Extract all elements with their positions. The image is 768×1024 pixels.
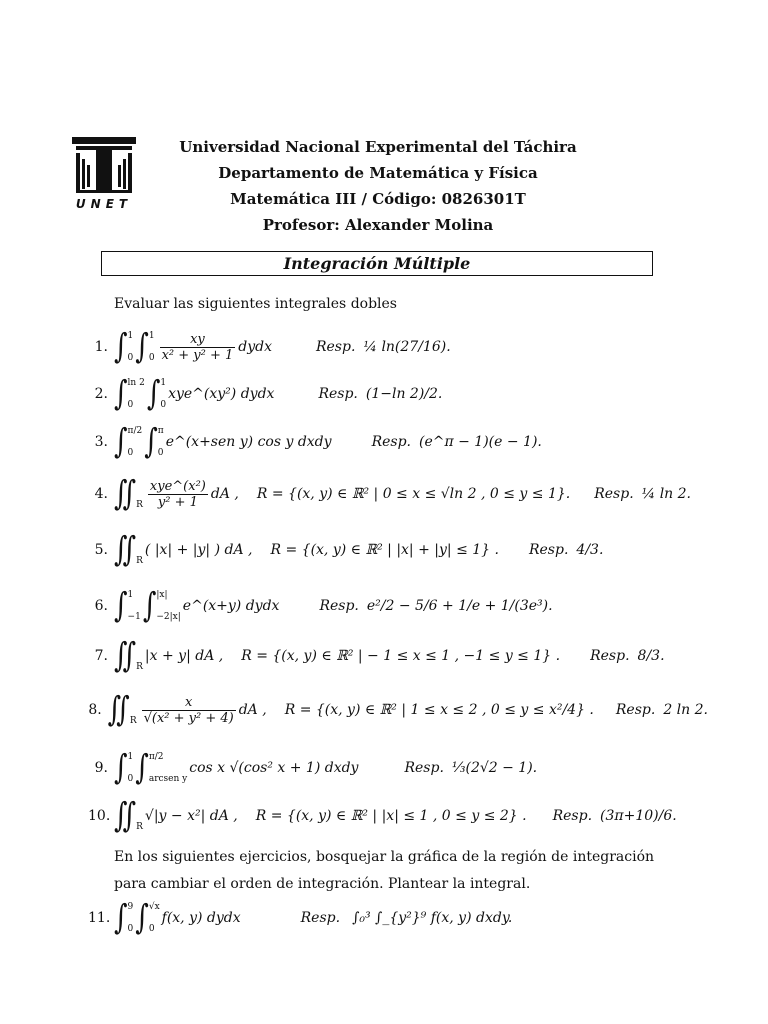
integrand-tail: dA , — [238, 702, 267, 718]
integral-limits: 1 0 — [127, 751, 134, 784]
answer: (e^π − 1)(e − 1). — [419, 434, 542, 450]
answer: ∫₀³ ∫_{y²}⁹ f(x, y) dxdy. — [352, 910, 513, 926]
integral-sign: ∫ — [114, 586, 128, 626]
exercise-4 — [88, 474, 708, 514]
integral-limits: √x 0 — [148, 901, 160, 934]
instruction-text: En los siguientes ejercicios, bosquejar la gráfica de la región de integración para cambiar el orden de integración. Plantear la integral. — [114, 849, 655, 892]
resp-label: Resp. — [552, 808, 593, 824]
integral-sign: ∫ — [142, 586, 157, 626]
course-name: Matemática III / Código: 0826301T — [230, 190, 526, 208]
integral-limits: |x| −2|x| — [156, 589, 181, 622]
exercise-number: 8. — [88, 702, 102, 718]
resp-label: Resp. — [319, 598, 359, 614]
integrand: e^(x+y) dydx — [182, 598, 280, 614]
double-integral-sign: ∬ — [114, 530, 137, 570]
integral-limits: 9 0 — [127, 901, 134, 934]
double-integral-sign: ∬ — [114, 636, 137, 676]
answer: (3π+10)/6. — [600, 808, 677, 824]
exercise-number: 2. — [94, 386, 108, 402]
integrand: |x + y| dA , — [144, 648, 224, 664]
region-definition: R = {(x, y) ∈ ℝ² | 1 ≤ x ≤ 2 , 0 ≤ y ≤ x²/4} . — [284, 702, 594, 718]
resp-label: Resp. — [528, 542, 569, 558]
region-definition: R = {(x, y) ∈ ℝ² | − 1 ≤ x ≤ 1 , −1 ≤ y ≤ 1} . — [241, 648, 561, 664]
exercise-10 — [88, 796, 708, 836]
department-name: Departamento de Matemática y Física — [218, 164, 538, 182]
integration-region: R — [136, 821, 143, 832]
double-integral-sign: ∬ — [107, 690, 130, 730]
exercise-number: 1. — [94, 339, 108, 355]
integral-limits: ln 2 0 — [127, 377, 145, 410]
exercise-number: 4. — [94, 486, 108, 502]
integral-sign: ∫ — [146, 374, 161, 414]
integral-limits: 1 0 — [127, 330, 134, 363]
exercise-number: 11. — [88, 910, 111, 926]
exercise-number: 5. — [94, 542, 108, 558]
resp-label: Resp. — [300, 910, 341, 926]
exercise-2 — [88, 374, 708, 414]
resp-label: Resp. — [318, 386, 358, 402]
exercise-11 — [88, 898, 708, 938]
integrand-fraction: $\frac{xy}{\text{x² + y² + 1}}$ — [161, 331, 234, 363]
answer: e²/2 − 5/6 + 1/e + 1/(3e³). — [366, 598, 553, 614]
exercise-3 — [88, 422, 708, 462]
integral-sign: ∫ — [114, 898, 128, 938]
university-name: Universidad Nacional Experimental del Táchira — [179, 138, 577, 156]
resp-label: Resp. — [404, 760, 444, 776]
exercise-8 — [88, 690, 708, 730]
integration-region: R — [136, 661, 143, 672]
integrand-fraction: $\frac{x}{\text{√(x² + y² + 4)}}$ — [143, 694, 234, 726]
integrand: xye^(xy²) dydx — [168, 386, 275, 402]
integrand-tail: dA , — [210, 486, 239, 502]
integral-sign: ∫ — [114, 422, 128, 462]
answer: ¼ ln(27/16). — [363, 339, 451, 355]
unet-logo-text: UNET — [75, 197, 133, 211]
answer: 2 ln 2. — [663, 702, 708, 718]
exercise-number: 3. — [94, 434, 108, 450]
integral-limits: 1 0 — [160, 377, 167, 410]
integral-limits: π 0 — [157, 425, 164, 458]
integral-sign: ∫ — [135, 748, 149, 788]
document-title: Integración Múltiple — [101, 251, 653, 276]
answer: 8/3. — [637, 648, 665, 664]
answer: ¼ ln 2. — [641, 486, 691, 502]
resp-label: Resp. — [315, 339, 356, 355]
region-definition: R = {(x, y) ∈ ℝ² | |x| + |y| ≤ 1} . — [270, 542, 499, 558]
integrand-fraction: $\frac{\text{xye\textasciicircum{}(x²)}}{\text{y² + 1}}$ — [149, 478, 206, 510]
exercise-number: 9. — [94, 760, 108, 776]
integrand: ( |x| + |y| ) dA , — [144, 542, 253, 558]
resp-label: Resp. — [615, 702, 656, 718]
exercise-number: 10. — [88, 808, 111, 824]
resp-label: Resp. — [590, 648, 630, 664]
integration-region: R — [136, 499, 143, 510]
integrand-tail: dydx — [238, 339, 272, 355]
intro-text: Evaluar las siguientes integrales dobles — [114, 296, 397, 312]
integration-region: R — [129, 715, 137, 726]
exercise-6 — [88, 586, 708, 626]
integrand: √|y − x²| dA , — [144, 808, 238, 824]
exercise-5 — [88, 530, 708, 570]
integrand: cos x √(cos² x + 1) dxdy — [189, 760, 359, 776]
answer: 4/3. — [576, 542, 604, 558]
integral-limits: π/2 0 — [127, 425, 143, 458]
exercise-9 — [88, 748, 708, 788]
double-integral-sign: ∬ — [114, 796, 137, 836]
exercise-7 — [88, 636, 708, 676]
integral-sign: ∫ — [114, 374, 128, 414]
resp-label: Resp. — [594, 486, 634, 502]
region-definition: R = {(x, y) ∈ ℝ² | 0 ≤ x ≤ √ln 2 , 0 ≤ y ≤ 1}. — [256, 486, 571, 502]
integral-limits: π/2 arcsen y — [148, 751, 188, 784]
integral-sign: ∫ — [135, 898, 149, 938]
double-integral-sign: ∬ — [114, 474, 137, 514]
integral-sign: ∫ — [114, 748, 128, 788]
integral-sign: ∫ — [135, 327, 149, 367]
integral-limits: 1 0 — [148, 330, 155, 363]
resp-label: Resp. — [371, 434, 411, 450]
exercise-number: 6. — [94, 598, 108, 614]
integral-sign: ∫ — [144, 422, 158, 462]
exercise-1 — [88, 327, 708, 367]
answer: ⅓(2√2 − 1). — [451, 760, 538, 776]
integration-region: R — [136, 555, 143, 566]
professor-name: Profesor: Alexander Molina — [262, 216, 494, 234]
region-definition: R = {(x, y) ∈ ℝ² | |x| ≤ 1 , 0 ≤ y ≤ 2} . — [255, 808, 527, 824]
exercise-number: 7. — [94, 648, 108, 664]
integrand: f(x, y) dydx — [161, 910, 241, 926]
unet-logo — [70, 135, 138, 210]
integral-limits: 1 −1 — [127, 589, 141, 622]
answer: (1−ln 2)/2. — [365, 386, 443, 402]
integral-sign: ∫ — [114, 327, 128, 367]
integrand: e^(x+sen y) cos y dxdy — [165, 434, 332, 450]
document-header — [150, 134, 606, 238]
